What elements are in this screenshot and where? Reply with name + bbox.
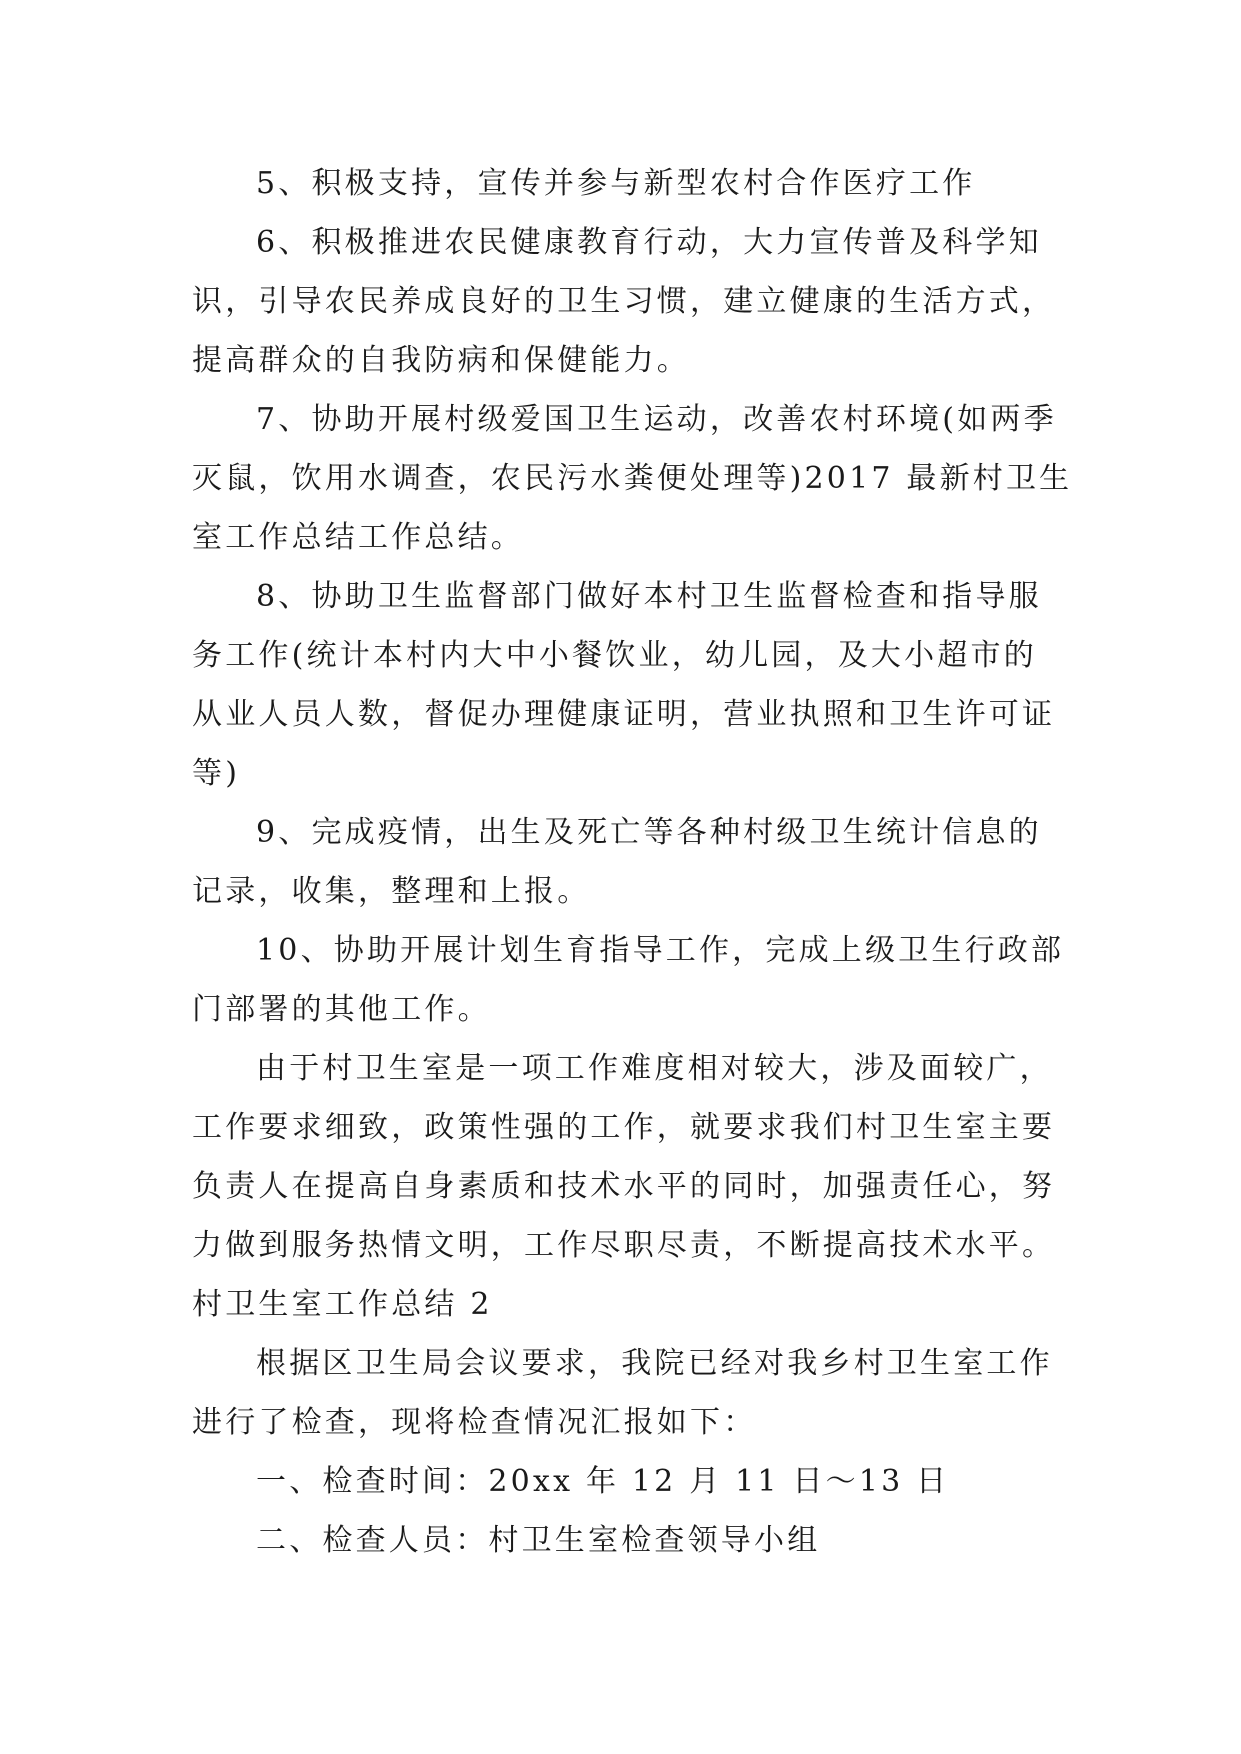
paragraph-6-line-1: 6、积极推进农民健康教育行动，大力宣传普及科学知 — [256, 225, 1042, 260]
conclusion-line-2: 工作要求细致，政策性强的工作，就要求我们村卫生室主要 — [192, 1110, 1056, 1145]
conclusion-line-3: 负责人在提高自身素质和技术水平的同时，加强责任心，努 — [192, 1169, 1056, 1204]
paragraph-9-line-2: 记录，收集，整理和上报。 — [192, 874, 591, 909]
paragraph-8-line-2: 务工作(统计本村内大中小餐饮业，幼儿园，及大小超市的 — [192, 638, 1037, 673]
paragraph-10-line-2: 门部署的其他工作。 — [192, 992, 491, 1027]
paragraph-7-line-1: 7、协助开展村级爱国卫生运动，改善农村环境(如两季 — [256, 402, 1057, 437]
paragraph-10-line-1: 10、协助开展计划生育指导工作，完成上级卫生行政部 — [256, 933, 1065, 968]
paragraph-8-line-3: 从业人员人数，督促办理健康证明，营业执照和卫生许可证 — [192, 697, 1056, 732]
paragraph-9-line-1: 9、完成疫情，出生及死亡等各种村级卫生统计信息的 — [256, 815, 1042, 850]
paragraph-8-line-1: 8、协助卫生监督部门做好本村卫生监督检查和指导服 — [256, 579, 1042, 614]
paragraph-6-line-3: 提高群众的自我防病和保健能力。 — [192, 343, 690, 378]
paragraph-5-line-1: 5、积极支持，宣传并参与新型农村合作医疗工作 — [256, 166, 976, 201]
section-title: 村卫生室工作总结 2 — [192, 1287, 493, 1322]
intro-line-2: 进行了检查，现将检查情况汇报如下： — [192, 1405, 757, 1440]
inspection-staff: 二、检查人员：村卫生室检查领导小组 — [256, 1523, 821, 1558]
conclusion-line-1: 由于村卫生室是一项工作难度相对较大，涉及面较广， — [256, 1051, 1053, 1086]
inspection-time: 一、检查时间：20xx 年 12 月 11 日～13 日 — [256, 1464, 950, 1499]
paragraph-7-line-2: 灭鼠，饮用水调查，农民污水粪便处理等)2017 最新村卫生 — [192, 461, 1073, 496]
paragraph-8-line-4: 等) — [192, 756, 241, 791]
paragraph-7-line-3: 室工作总结工作总结。 — [192, 520, 524, 555]
intro-line-1: 根据区卫生局会议要求，我院已经对我乡村卫生室工作 — [256, 1346, 1053, 1381]
paragraph-6-line-2: 识，引导农民养成良好的卫生习惯，建立健康的生活方式， — [192, 284, 1056, 319]
conclusion-line-4: 力做到服务热情文明，工作尽职尽责，不断提高技术水平。 — [192, 1228, 1056, 1263]
